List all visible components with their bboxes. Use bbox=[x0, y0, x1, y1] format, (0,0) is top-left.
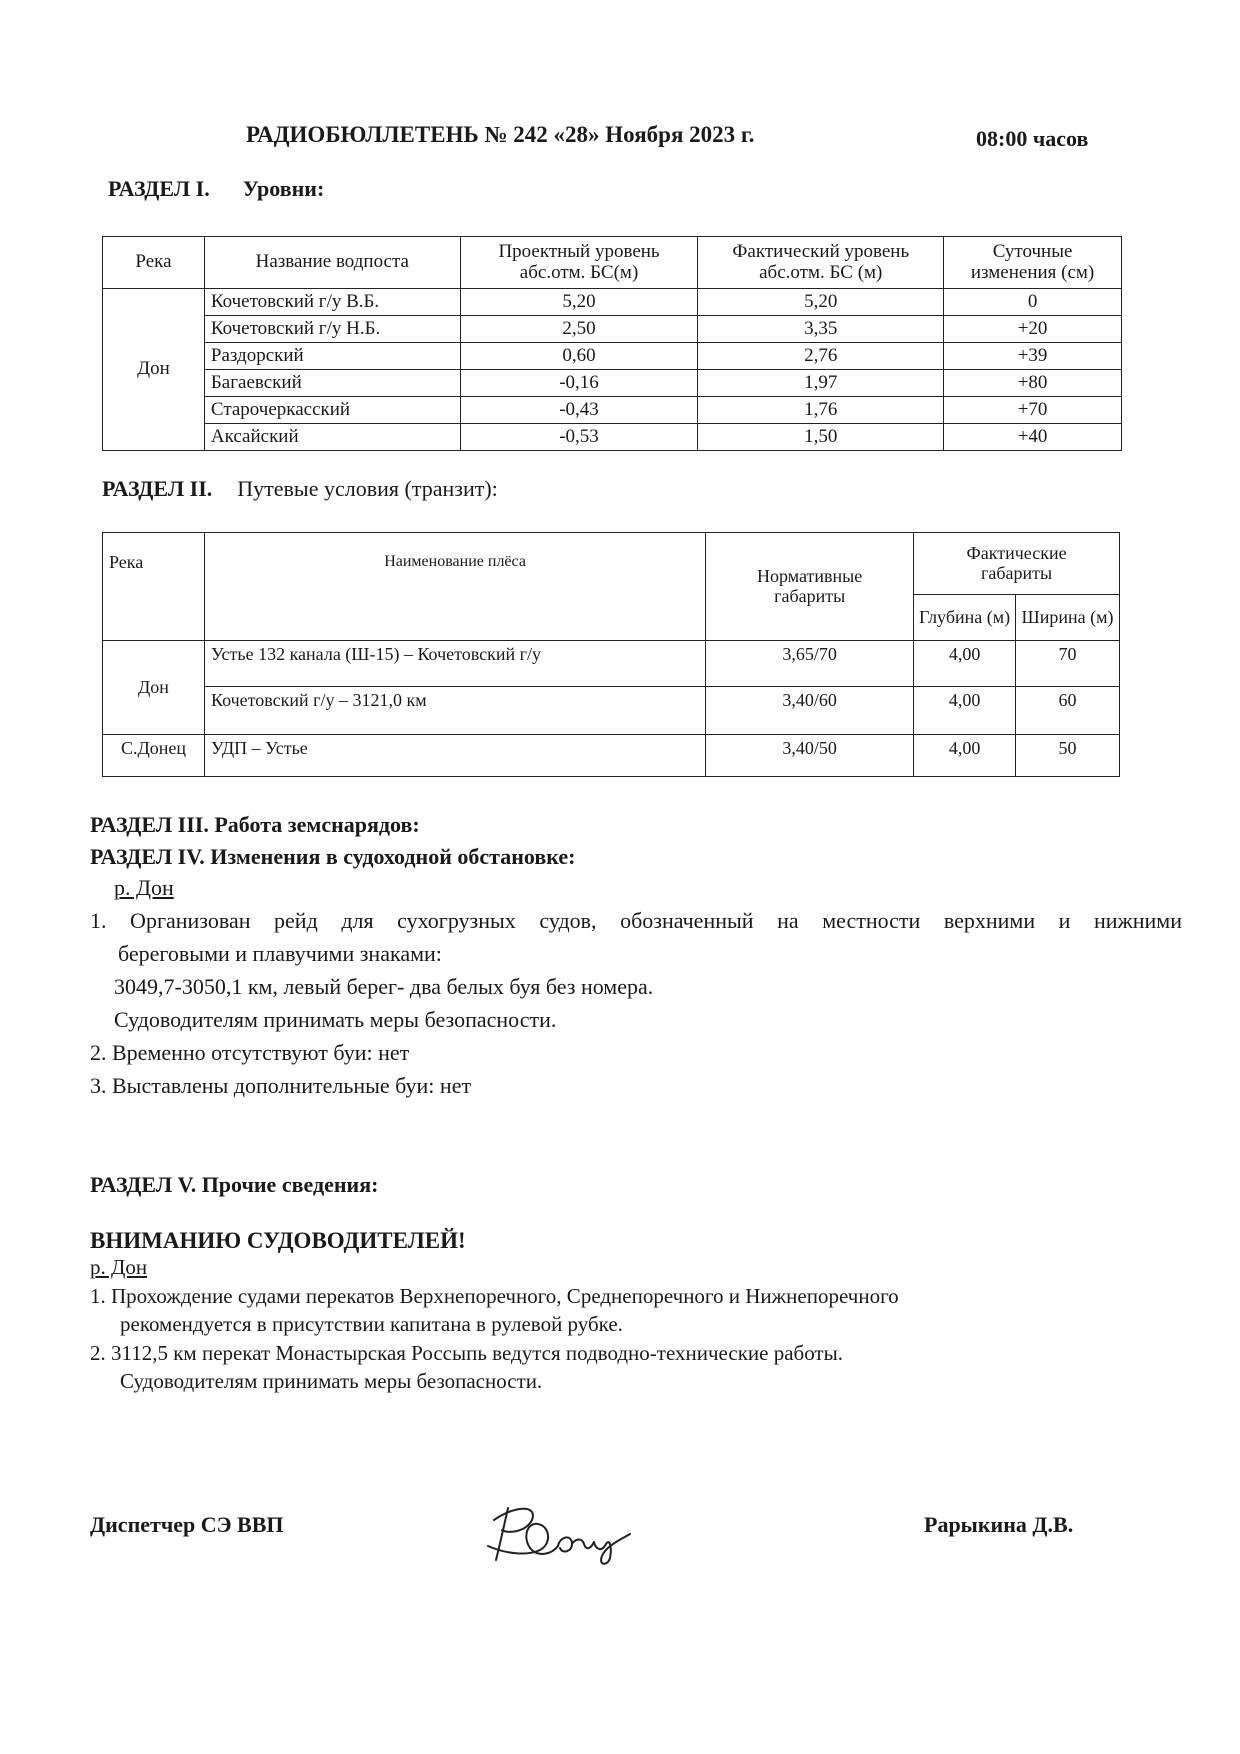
signature-image bbox=[486, 1498, 636, 1568]
attention-item1-line1: 1. Прохождение судами перекатов Верхнепоречного, Среднепоречного и Нижнепоречного bbox=[90, 1284, 899, 1308]
table-row bbox=[103, 424, 1122, 451]
table-row bbox=[103, 687, 1120, 735]
actual-cell: 1,50 bbox=[698, 424, 944, 451]
width-cell: 60 bbox=[1016, 687, 1120, 735]
transit-table-header bbox=[103, 533, 1120, 595]
section4-item2: 2. Временно отсутствуют буи: нет bbox=[90, 1040, 410, 1065]
post-cell: Кочетовский г/у Н.Б. bbox=[204, 316, 460, 343]
attention-river: р. Дон bbox=[90, 1255, 148, 1279]
width-cell: 50 bbox=[1016, 735, 1120, 777]
col-daily-change: Суточные изменения (см) bbox=[944, 237, 1122, 289]
col-actual: Фактические габариты bbox=[914, 533, 1120, 595]
actual-cell: 3,35 bbox=[698, 316, 944, 343]
post-cell: Аксайский bbox=[204, 424, 460, 451]
section4-river: р. Дон bbox=[114, 875, 174, 900]
section4-item1-line3: 3049,7-3050,1 км, левый берег- два белых буя без номера. bbox=[114, 974, 654, 999]
section4-item1-line1: 1. Организован рейд для сухогрузных судов, обозначенный на местности верхними и нижними bbox=[90, 908, 1182, 933]
post-cell: Кочетовский г/у В.Б. bbox=[204, 289, 460, 316]
col-depth: Глубина (м) bbox=[914, 595, 1016, 641]
normative-cell: 3,40/60 bbox=[706, 687, 914, 735]
levels-table bbox=[102, 236, 1122, 451]
post-cell: Раздорский bbox=[204, 343, 460, 370]
section1-title: Уровни: bbox=[242, 176, 325, 201]
col-width: Ширина (м) bbox=[1016, 595, 1120, 641]
section1-heading bbox=[108, 176, 324, 202]
normative-cell: 3,65/70 bbox=[706, 641, 914, 687]
dispatcher-name: Рарыкина Д.В. bbox=[924, 1512, 1074, 1537]
river-cell: С.Донец bbox=[103, 735, 205, 777]
table-row bbox=[103, 343, 1122, 370]
project-cell: 2,50 bbox=[460, 316, 698, 343]
change-cell: +70 bbox=[944, 397, 1122, 424]
col-actual-level: Фактический уровень абс.отм. БС (м) bbox=[698, 237, 944, 289]
table-row bbox=[103, 735, 1120, 777]
depth-cell: 4,00 bbox=[914, 735, 1016, 777]
change-cell: +80 bbox=[944, 370, 1122, 397]
depth-cell: 4,00 bbox=[914, 687, 1016, 735]
normative-cell: 3,40/50 bbox=[706, 735, 914, 777]
table-row bbox=[103, 641, 1120, 687]
col-project-level: Проектный уровень абс.отм. БС(м) bbox=[460, 237, 698, 289]
change-cell: +39 bbox=[944, 343, 1122, 370]
section5-title: РАЗДЕЛ V. Прочие сведения: bbox=[90, 1172, 379, 1197]
project-cell: 5,20 bbox=[460, 289, 698, 316]
section4-title: РАЗДЕЛ IV. Изменения в судоходной обстановке: bbox=[90, 844, 576, 869]
col-river: Река bbox=[103, 533, 205, 641]
levels-table-header bbox=[103, 237, 1122, 289]
stretch-cell: Устье 132 канала (Ш-15) – Кочетовский г/у bbox=[204, 641, 705, 687]
transit-table bbox=[102, 532, 1120, 777]
attention-title: ВНИМАНИЮ СУДОВОДИТЕЛЕЙ! bbox=[90, 1228, 466, 1253]
table-row bbox=[103, 316, 1122, 343]
dispatcher-position: Диспетчер СЭ ВВП bbox=[90, 1512, 284, 1537]
post-cell: Старочеркасский bbox=[204, 397, 460, 424]
bulletin-time: 08:00 часов bbox=[976, 126, 1089, 151]
actual-cell: 1,76 bbox=[698, 397, 944, 424]
actual-cell: 5,20 bbox=[698, 289, 944, 316]
depth-cell: 4,00 bbox=[914, 641, 1016, 687]
section2-heading bbox=[102, 476, 498, 502]
col-river: Река bbox=[103, 237, 205, 289]
table-row bbox=[103, 370, 1122, 397]
attention-item2-line1: 2. 3112,5 км перекат Монастырская Россыпь ведутся подводно-технические работы. bbox=[90, 1341, 843, 1365]
section3-title: РАЗДЕЛ III. Работа земснарядов: bbox=[90, 812, 420, 837]
section4-item1-line4: Судоводителям принимать меры безопасности. bbox=[114, 1007, 557, 1032]
section4-item3: 3. Выставлены дополнительные буи: нет bbox=[90, 1073, 472, 1098]
stretch-cell: Кочетовский г/у – 3121,0 км bbox=[204, 687, 705, 735]
attention-item1-line2: рекомендуется в присутствии капитана в рулевой рубке. bbox=[120, 1312, 623, 1336]
project-cell: -0,16 bbox=[460, 370, 698, 397]
section4-item1-line2: береговыми и плавучими знаками: bbox=[118, 941, 442, 966]
section2-title: Путевые условия (транзит): bbox=[237, 476, 498, 501]
section2-label: РАЗДЕЛ II. bbox=[102, 476, 213, 501]
change-cell: +40 bbox=[944, 424, 1122, 451]
col-post-name: Название водпоста bbox=[204, 237, 460, 289]
project-cell: -0,53 bbox=[460, 424, 698, 451]
bulletin-title: РАДИОБЮЛЛЕТЕНЬ № 242 «28» Ноября 2023 г. bbox=[246, 122, 755, 147]
river-cell: Дон bbox=[103, 641, 205, 735]
actual-cell: 1,97 bbox=[698, 370, 944, 397]
actual-cell: 2,76 bbox=[698, 343, 944, 370]
col-normative: Нормативные габариты bbox=[706, 533, 914, 641]
project-cell: -0,43 bbox=[460, 397, 698, 424]
table-row bbox=[103, 289, 1122, 316]
col-stretch: Наименование плёса bbox=[204, 533, 705, 641]
change-cell: +20 bbox=[944, 316, 1122, 343]
project-cell: 0,60 bbox=[460, 343, 698, 370]
change-cell: 0 bbox=[944, 289, 1122, 316]
section1-label: РАЗДЕЛ I. bbox=[108, 176, 210, 201]
width-cell: 70 bbox=[1016, 641, 1120, 687]
table-row bbox=[103, 397, 1122, 424]
attention-item2-line2: Судоводителям принимать меры безопасности. bbox=[120, 1369, 543, 1393]
post-cell: Багаевский bbox=[204, 370, 460, 397]
river-cell: Дон bbox=[103, 289, 205, 451]
stretch-cell: УДП – Устье bbox=[204, 735, 705, 777]
